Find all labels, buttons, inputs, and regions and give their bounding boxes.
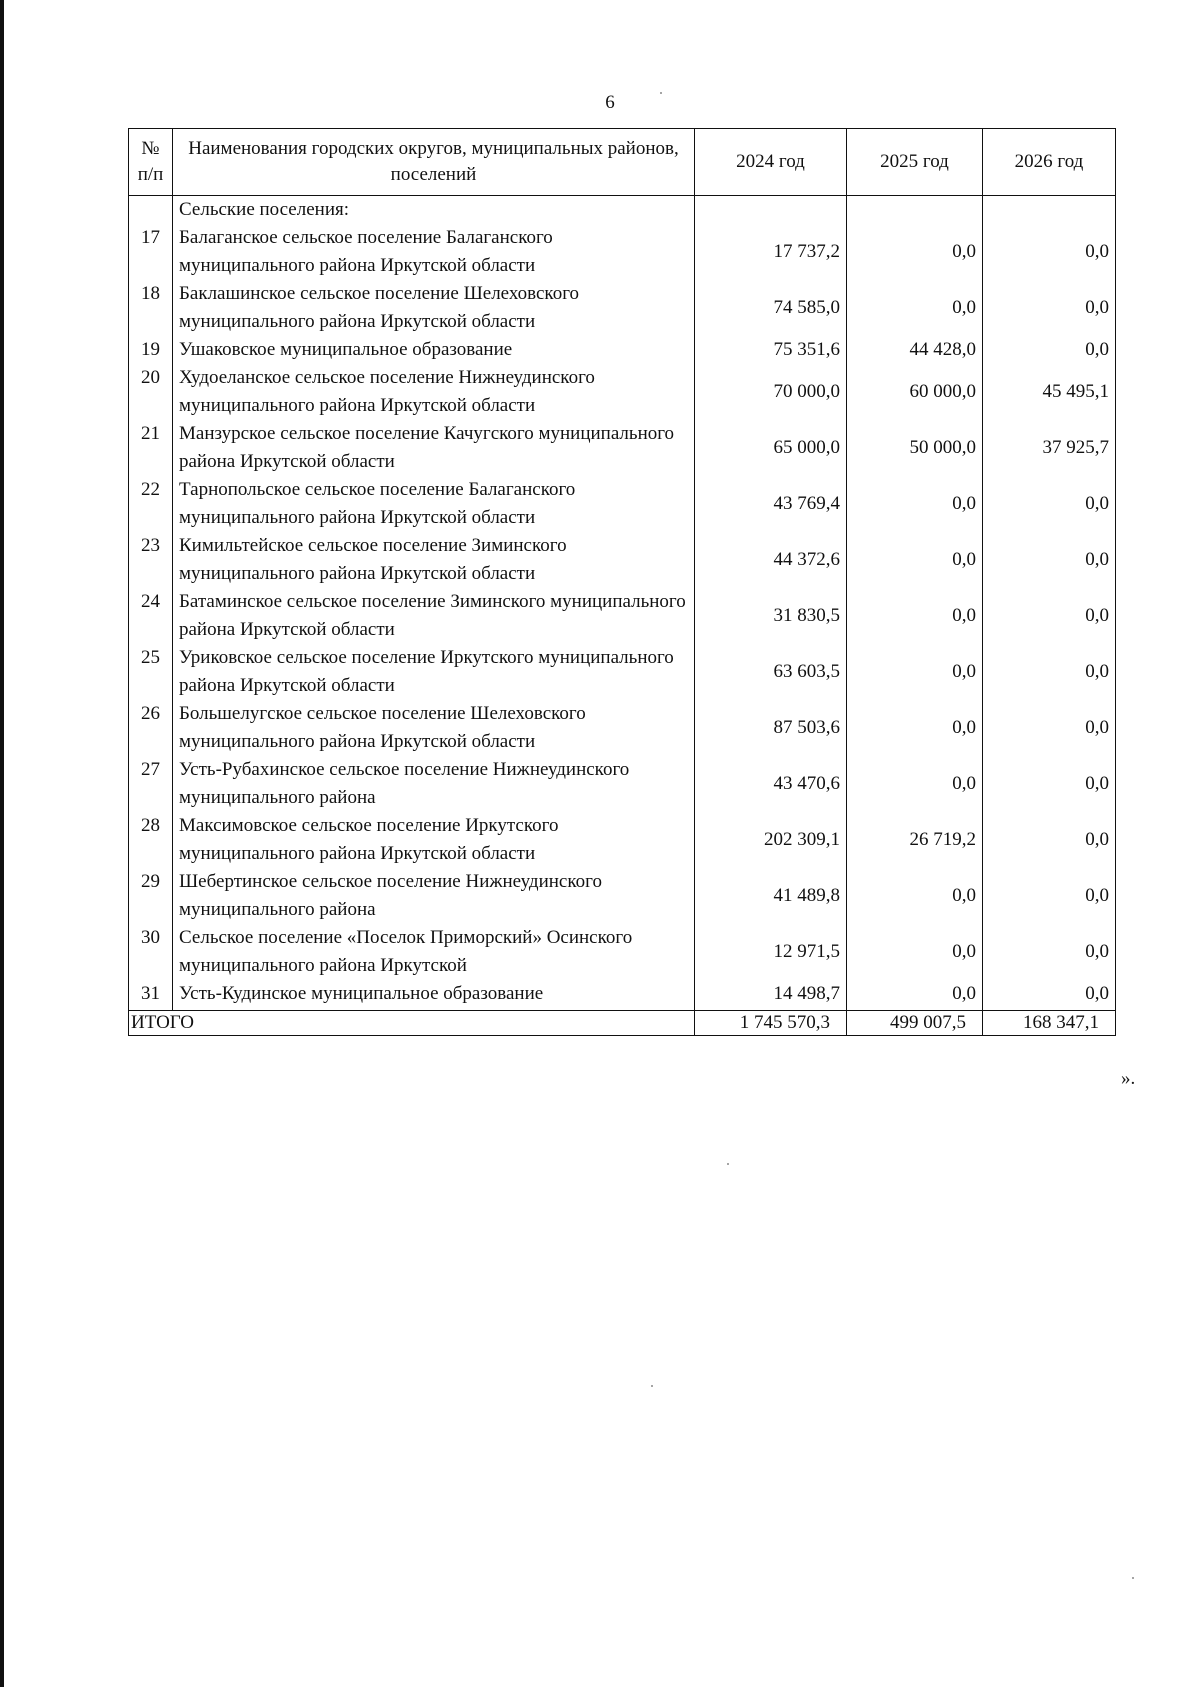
section-cell-2026 <box>983 196 1116 225</box>
row-number: 18 <box>129 280 173 336</box>
row-name: Уриковское сельское поселение Иркутского муниципального района Иркутской области <box>173 644 695 700</box>
table-row <box>129 420 1116 476</box>
row-value-2026: 0,0 <box>983 924 1116 980</box>
row-value-2026: 0,0 <box>983 812 1116 868</box>
row-number: 20 <box>129 364 173 420</box>
row-value-2026: 0,0 <box>983 644 1116 700</box>
closing-quote: ». <box>1121 1068 1136 1089</box>
row-value-2024: 12 971,5 <box>695 924 847 980</box>
row-value-2025: 0,0 <box>847 588 983 644</box>
header-2024: 2024 год <box>695 129 847 196</box>
row-value-2025: 50 000,0 <box>847 420 983 476</box>
row-number: 31 <box>129 980 173 1011</box>
row-value-2024: 75 351,6 <box>695 336 847 364</box>
row-value-2025: 0,0 <box>847 644 983 700</box>
row-name: Батаминское сельское поселение Зиминского муниципального района Иркутской области <box>173 588 695 644</box>
section-cell-2024 <box>695 196 847 225</box>
scan-speck <box>660 92 662 94</box>
table-row <box>129 700 1116 756</box>
row-value-2025: 0,0 <box>847 476 983 532</box>
scan-left-edge <box>0 0 4 1687</box>
header-2025: 2025 год <box>847 129 983 196</box>
row-name: Худоеланское сельское поселение Нижнеудинского муниципального района Иркутской области <box>173 364 695 420</box>
row-value-2024: 74 585,0 <box>695 280 847 336</box>
table-row <box>129 336 1116 364</box>
row-number: 21 <box>129 420 173 476</box>
row-value-2026: 0,0 <box>983 756 1116 812</box>
scan-speck <box>727 1163 729 1165</box>
row-value-2026: 0,0 <box>983 700 1116 756</box>
total-2024: 1 745 570,3 <box>695 1011 847 1036</box>
row-number: 19 <box>129 336 173 364</box>
row-name: Большелугское сельское поселение Шелеховского муниципального района Иркутской области <box>173 700 695 756</box>
row-value-2025: 0,0 <box>847 756 983 812</box>
row-number: 30 <box>129 924 173 980</box>
header-name: Наименования городских округов, муниципальных районов, поселений <box>173 129 695 196</box>
row-name: Усть-Кудинское муниципальное образование <box>173 980 695 1011</box>
row-name: Балаганское сельское поселение Балаганского муниципального района Иркутской области <box>173 224 695 280</box>
row-name: Сельское поселение «Поселок Приморский» Осинского муниципального района Иркутской <box>173 924 695 980</box>
table-row <box>129 532 1116 588</box>
row-value-2026: 0,0 <box>983 980 1116 1011</box>
table-row <box>129 756 1116 812</box>
row-name: Тарнопольское сельское поселение Балаганского муниципального района Иркутской области <box>173 476 695 532</box>
row-number: 28 <box>129 812 173 868</box>
row-value-2026: 0,0 <box>983 280 1116 336</box>
section-num-cell <box>129 196 173 225</box>
row-name: Усть-Рубахинское сельское поселение Нижнеудинского муниципального района <box>173 756 695 812</box>
table-row <box>129 280 1116 336</box>
section-title: Сельские поселения: <box>173 196 695 225</box>
table-row <box>129 812 1116 868</box>
row-value-2025: 0,0 <box>847 280 983 336</box>
row-number: 23 <box>129 532 173 588</box>
row-number: 22 <box>129 476 173 532</box>
row-value-2024: 31 830,5 <box>695 588 847 644</box>
row-value-2024: 202 309,1 <box>695 812 847 868</box>
row-name: Кимильтейское сельское поселение Зиминского муниципального района Иркутской области <box>173 532 695 588</box>
row-value-2026: 0,0 <box>983 868 1116 924</box>
row-value-2024: 70 000,0 <box>695 364 847 420</box>
row-value-2026: 0,0 <box>983 224 1116 280</box>
row-name: Максимовское сельское поселение Иркутского муниципального района Иркутской области <box>173 812 695 868</box>
row-number: 17 <box>129 224 173 280</box>
row-value-2025: 0,0 <box>847 532 983 588</box>
header-2026: 2026 год <box>983 129 1116 196</box>
total-2026: 168 347,1 <box>983 1011 1116 1036</box>
table-row <box>129 868 1116 924</box>
row-value-2025: 44 428,0 <box>847 336 983 364</box>
page-number: 6 <box>605 92 615 113</box>
row-value-2025: 0,0 <box>847 924 983 980</box>
row-number: 29 <box>129 868 173 924</box>
row-value-2026: 0,0 <box>983 336 1116 364</box>
row-value-2024: 43 769,4 <box>695 476 847 532</box>
row-number: 27 <box>129 756 173 812</box>
row-value-2026: 0,0 <box>983 532 1116 588</box>
row-value-2024: 87 503,6 <box>695 700 847 756</box>
total-row <box>129 1011 1116 1036</box>
row-name: Шебертинское сельское поселение Нижнеудинского муниципального района <box>173 868 695 924</box>
table-row <box>129 476 1116 532</box>
row-value-2024: 41 489,8 <box>695 868 847 924</box>
total-label: ИТОГО <box>129 1011 695 1036</box>
row-value-2026: 0,0 <box>983 476 1116 532</box>
row-value-2025: 0,0 <box>847 868 983 924</box>
row-value-2026: 37 925,7 <box>983 420 1116 476</box>
allocation-table <box>128 128 1116 1036</box>
scan-speck <box>1132 1577 1134 1579</box>
total-2025: 499 007,5 <box>847 1011 983 1036</box>
row-value-2025: 26 719,2 <box>847 812 983 868</box>
table-header-row <box>129 129 1116 196</box>
table-row <box>129 980 1116 1011</box>
row-value-2025: 0,0 <box>847 700 983 756</box>
table-row <box>129 588 1116 644</box>
row-value-2024: 63 603,5 <box>695 644 847 700</box>
section-cell-2025 <box>847 196 983 225</box>
table-row <box>129 224 1116 280</box>
row-name: Манзурское сельское поселение Качугского муниципального района Иркутской области <box>173 420 695 476</box>
row-value-2024: 17 737,2 <box>695 224 847 280</box>
row-name: Ушаковское муниципальное образование <box>173 336 695 364</box>
row-number: 25 <box>129 644 173 700</box>
row-value-2025: 0,0 <box>847 224 983 280</box>
row-value-2024: 65 000,0 <box>695 420 847 476</box>
row-number: 26 <box>129 700 173 756</box>
row-value-2025: 0,0 <box>847 980 983 1011</box>
row-value-2024: 44 372,6 <box>695 532 847 588</box>
scan-speck <box>651 1385 653 1387</box>
row-value-2024: 43 470,6 <box>695 756 847 812</box>
row-value-2026: 45 495,1 <box>983 364 1116 420</box>
row-value-2024: 14 498,7 <box>695 980 847 1011</box>
table-row <box>129 924 1116 980</box>
section-row <box>129 196 1116 225</box>
row-value-2025: 60 000,0 <box>847 364 983 420</box>
table-row <box>129 364 1116 420</box>
row-name: Баклашинское сельское поселение Шелеховского муниципального района Иркутской области <box>173 280 695 336</box>
header-num: № п/п <box>129 129 173 196</box>
table-row <box>129 644 1116 700</box>
row-value-2026: 0,0 <box>983 588 1116 644</box>
row-number: 24 <box>129 588 173 644</box>
